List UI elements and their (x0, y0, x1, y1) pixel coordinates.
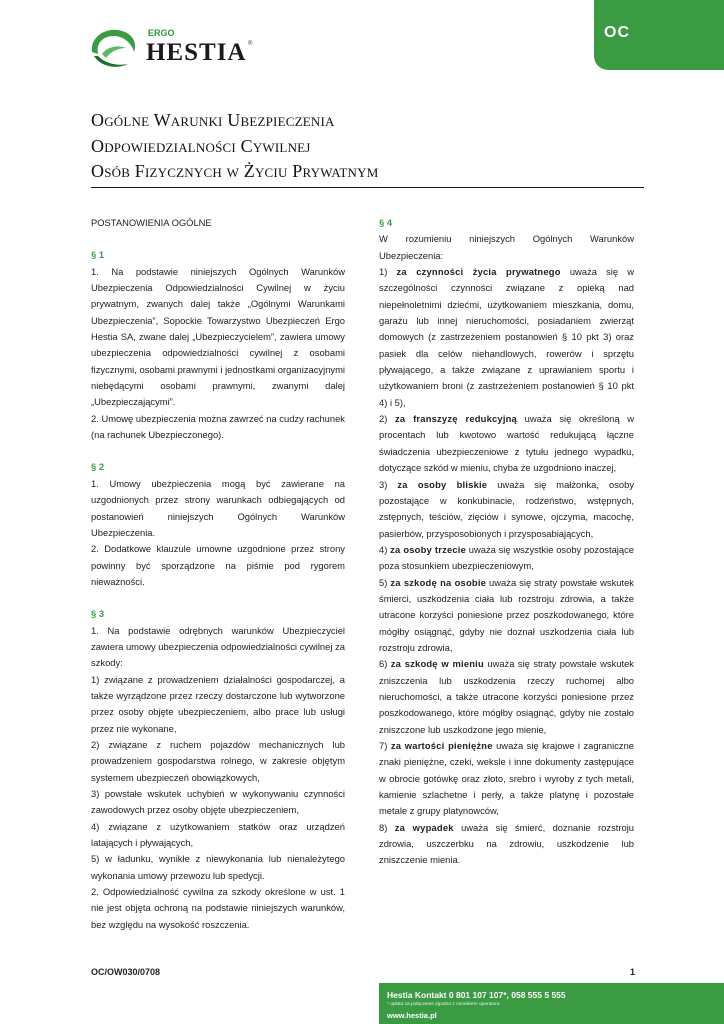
definition-item (379, 575, 634, 657)
spacer (91, 231, 345, 247)
section-label: § 3 (91, 608, 105, 620)
hestia-logo (88, 22, 268, 74)
title-divider (91, 187, 644, 188)
brand-ergo: ERGO (148, 28, 175, 38)
definition-number: 4) (379, 543, 388, 555)
definition-item (379, 542, 634, 575)
definition-text: uważa się śmierć, doznanie rozstroju zdrowia, uszczerbku na zdrowiu, uszkodzenie lub zniszczenie mienia. (379, 821, 634, 866)
definition-item (379, 264, 634, 411)
title-line: Osób Fizycznych w Życiu Prywatnym (91, 161, 379, 181)
list-item: 4) związane z użytkowaniem statków oraz urządzeń latających i pływających, (91, 820, 345, 849)
definition-text: uważa się małżonka, osoby pozostające w konkubinacie, rodzeństwo, wstępnych, zstępnych, teściów, zięciów i synowe, ojczyma, macochę, pasierbów, przysposobionych i przysposabiających, (379, 478, 635, 539)
hestia-swoosh-logo-icon (88, 26, 144, 70)
page-number: 1 (630, 967, 636, 977)
definition-term: za osoby bliskie (397, 478, 488, 490)
title-line: Ogólne Warunki Ubezpieczenia (91, 110, 335, 130)
paragraph: 1. Na podstawie odrębnych warunków Ubezpieczyciel zawiera umowy ubezpieczenia odpowiedzialności cywilnej za szkody: (91, 624, 345, 669)
definition-text: uważa się wszystkie osoby pozostające poza stosunkiem ubezpieczeniowym, (379, 543, 634, 572)
paragraph: 1. Umowy ubezpieczenia mogą być zawierane na uzgodnionych przez strony warunkach odbiegających od postanowień niniejszych Ogólnych Warunków Ubezpieczenia. (91, 477, 345, 538)
contact-band (379, 983, 724, 1024)
definition-term: za osoby trzecie (390, 543, 467, 555)
website-link[interactable]: www.hestia.pl (387, 1011, 437, 1020)
list-item: 2) związane z ruchem pojazdów mechanicznych lub prowadzeniem gospodarstwa rolnego, w zakresie objętym systemem ubezpieczeń obowiązkowych, (91, 738, 345, 783)
definition-number: 6) (379, 658, 388, 670)
brand-hestia: HESTIA (146, 39, 247, 66)
spacer (91, 590, 345, 606)
definition-item (379, 738, 634, 820)
paragraph: 2. Umowę ubezpieczenia można zawrzeć na cudzy rachunek (na rachunek Ubezpieczonego). (91, 412, 345, 441)
definition-number: 3) (379, 478, 388, 490)
definition-text: uważa się krajowe i zagraniczne znaki pieniężne, czeki, weksle i inne dokumenty zastępujące w obrocie gotówkę oraz złoto, srebro i wyroby z tych metali, kamienie szlachetne i perły, a także platynę i pozostałe metale z grupy platynowców, (379, 740, 634, 817)
definition-term: za szkodę w mieniu (390, 658, 484, 670)
section-label: § 4 (379, 217, 393, 228)
definition-item (379, 820, 634, 869)
definition-text: uważa się straty powstałe wskutek zniszczenia lub uszkodzenia rzeczy ruchomej albo nieruchomości, a także utracone korzyści poniesione przez poszkodowanego, które mógłby osiągnąć, gdyby nie zostało zniszczone lub uszkodzone jego mienie, (379, 658, 634, 735)
document-title (91, 108, 651, 185)
definition-term: za wypadek (394, 821, 454, 833)
definition-term: za wartości pieniężne (390, 740, 493, 751)
definition-number: 1) (379, 266, 388, 278)
section-label: § 1 (91, 249, 105, 261)
definition-number: 7) (379, 740, 388, 751)
document-code: OC/OW030/0708 (91, 967, 161, 977)
paragraph: 2. Odpowiedzialność cywilna za szkody określone w ust. 1 nie jest objęta ochroną na podstawie niniejszych warunków, bez względu na wysokość roszczenia. (91, 886, 345, 930)
definition-term: za czynności życia prywatnego (396, 266, 561, 278)
paragraph: 2. Dodatkowe klauzule umowne uzgodnione przez strony powinny być sporządzone na piśmie pod rygorem nieważności. (91, 543, 345, 587)
definition-term: za szkodę na osobie (390, 576, 487, 588)
definition-text: uważa się określoną w procentach lub kwotowo wartość redukującą łączne świadczenia ubezpieczeniowe z tytułu jednego wypadku, dotyczące szkód w mieniu, chyba że uzgodniono inaczej, (379, 413, 634, 474)
list-item: 3) powstałe wskutek uchybień w wykonywaniu czynności zawodowych przez osoby objęte ubezpieczeniem, (91, 788, 345, 816)
definition-text: uważa się w szczególności czynności związane z opieką nad niepełnoletnimi dziećmi, użytkowaniem mieszkania, domu, garażu lub innej nieruchomości, posiadaniem zwierząt domowych (z zastrzeżeniem postanowień § 10 pkt 3) oraz pasiek dla celów niehandlowych, rowerów i sprzętu pływającego, a także związane z uprawianiem sportu i użytkowaniem broni (z zastrzeżeniem postanowień § 10 pkt 4) i 5), (379, 266, 635, 408)
list-item: 5) w ładunku, wynikłe z niewykonania lub nienależytego wykonania umowy przewozu lub spedycji. (91, 853, 345, 881)
definition-term: za franszyzę redukcyjną (394, 413, 517, 425)
paragraph: W rozumieniu niniejszych Ogólnych Warunków Ubezpieczenia: (379, 233, 634, 261)
definition-number: 8) (379, 821, 388, 833)
paragraph: 1. Na podstawie niniejszych Ogólnych Warunków Ubezpieczenia Odpowiedzialności Cywilnej w życiu prywatnym, zwanych dalej także „Ogólnymi Warunkami Ubezpieczenia”, Sopockie Towarzystwo Ubezpieczeń Ergo Hestia SA, zwane dalej „Ubezpieczycielem”, zawiera umowy ubezpieczenia odpowiedzialności cywilnej z osobami fizycznymi, osobami prawnymi i jednostkami organizacyjnymi niebędącymi osobami prawnymi, zwanymi dalej „Ubezpieczającymi”. (91, 265, 345, 408)
section-heading: POSTANOWIENIA OGÓLNE (91, 217, 212, 228)
list-item: 1) związane z prowadzeniem działalności gospodarczej, a także wyrządzone przez rzeczy dostarczone lub wytworzone przez osoby objęte ubezpieczeniem, albo prace lub usługi przez nie wykonane, (91, 673, 345, 734)
definition-number: 5) (379, 576, 388, 588)
title-line: Odpowiedzialności Cywilnej (91, 135, 311, 156)
section-label: § 2 (91, 461, 105, 473)
brand-reg-mark: ® (248, 41, 253, 47)
badge-label: OC (604, 24, 630, 41)
definition-item (379, 411, 634, 476)
product-badge (594, 0, 724, 70)
definition-item (379, 477, 634, 542)
definition-text: uważa się straty powstałe wskutek śmierci, uszkodzenia ciała lub rozstroju zdrowia, a także utracone korzyści poniesione przez poszkodowanego, które mógłby osiągnąć, gdyby nie doznał uszkodzenia ciała lub rozstroju zdrowia, (379, 576, 634, 653)
right-column (379, 215, 634, 869)
definition-item (379, 656, 634, 738)
contact-note: * opłata za połączenie zgodna z cennikiem operatora (387, 1002, 500, 1007)
spacer (91, 443, 345, 459)
contact-phone: Hestia Kontakt 0 801 107 107*, 058 555 5 555 (387, 990, 566, 1000)
definition-number: 2) (379, 413, 388, 425)
left-column (91, 215, 345, 933)
